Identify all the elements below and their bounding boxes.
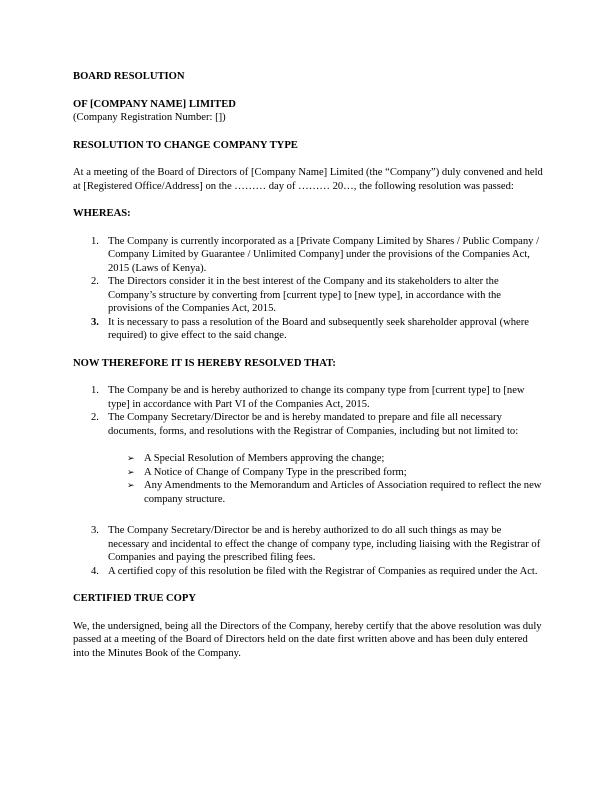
list-number: 3. (91, 316, 99, 328)
list-text: The Company is currently incorporated as a [Private Company Limited by Shares / Public Company / Company Limited by Guarantee / Unlimited Company] under the provisions of the Companies Act, 2015 (Laws of Kenya). (108, 235, 540, 274)
list-number: 4. (91, 565, 99, 577)
list-number: 1. (91, 385, 99, 396)
list-number: 2. (91, 412, 99, 423)
list-item (73, 316, 543, 343)
whereas-list (73, 235, 543, 343)
whereas-heading: WHEREAS: (73, 208, 131, 219)
resolved-heading: NOW THEREFORE IT IS HEREBY RESOLVED THAT: (73, 357, 336, 369)
bullet-text: A Special Resolution of Members approving the change; (144, 453, 385, 464)
bullet-item (73, 452, 543, 466)
list-text: A certified copy of this resolution be filed with the Registrar of Companies as required under the Act. (108, 565, 538, 577)
resolved-list (73, 384, 543, 438)
resolved-list-continued (73, 524, 543, 578)
intro-paragraph: At a meeting of the Board of Directors of [Company Name] Limited (the “Company”) duly convened and held at [Registered Office/Address] on the ……… day of ……… 20…, the following resolution was passed: (73, 167, 543, 192)
list-item (73, 275, 543, 316)
company-heading: OF [COMPANY NAME] LIMITED (73, 98, 236, 110)
arrow-bullet-icon: ➢ (127, 453, 135, 463)
list-text: The Company Secretary/Director be and is hereby mandated to prepare and file all necessary documents, forms, and resolutions with the Registrar of Companies, including but not limited to: (108, 412, 519, 437)
certified-paragraph: We, the undersigned, being all the Directors of the Company, hereby certify that the above resolution was duly passed at a meeting of the Board of Directors held on the date first written above and has been duly entered into the Minutes Book of the Company. (73, 620, 542, 659)
list-number: 2. (91, 276, 99, 287)
documents-bullet-list (73, 452, 543, 506)
list-item (73, 524, 543, 565)
list-item (73, 411, 543, 438)
list-text: It is necessary to pass a resolution of the Board and subsequently seek shareholder approval (where required) to give effect to the said change. (108, 316, 529, 341)
arrow-bullet-icon: ➢ (127, 466, 135, 477)
list-text: The Company Secretary/Director be and is hereby authorized to do all such things as may be necessary and incidental to effect the change of company type, including liaising with the Registrar of Companies and paying the prescribed filing fees. (108, 525, 541, 563)
certified-heading: CERTIFIED TRUE COPY (73, 593, 197, 604)
list-item (73, 235, 543, 276)
arrow-bullet-icon: ➢ (127, 480, 135, 490)
list-item (73, 384, 543, 411)
bullet-item (73, 466, 543, 480)
list-text: The Directors consider it in the best interest of the Company and its stakeholders to alter the Company’s structure by converting from [current type] to [new type], in accordance with the provisions of the Companies Act, 2015. (108, 276, 502, 314)
document-body (73, 70, 543, 660)
document-title: BOARD RESOLUTION (73, 71, 185, 82)
list-number: 3. (91, 525, 99, 536)
registration-number: (Company Registration Number: []) (73, 112, 226, 123)
bullet-text: A Notice of Change of Company Type in the prescribed form; (144, 466, 407, 478)
bullet-item (73, 479, 543, 506)
bullet-text: Any Amendments to the Memorandum and Articles of Association required to reflect the new company structure. (144, 480, 542, 505)
list-item (73, 565, 543, 579)
resolution-heading: RESOLUTION TO CHANGE COMPANY TYPE (73, 139, 298, 151)
list-number: 1. (91, 235, 99, 247)
list-text: The Company be and is hereby authorized to change its company type from [current type] to [new type] in accordance with Part VI of the Companies Act, 2015. (108, 385, 525, 410)
